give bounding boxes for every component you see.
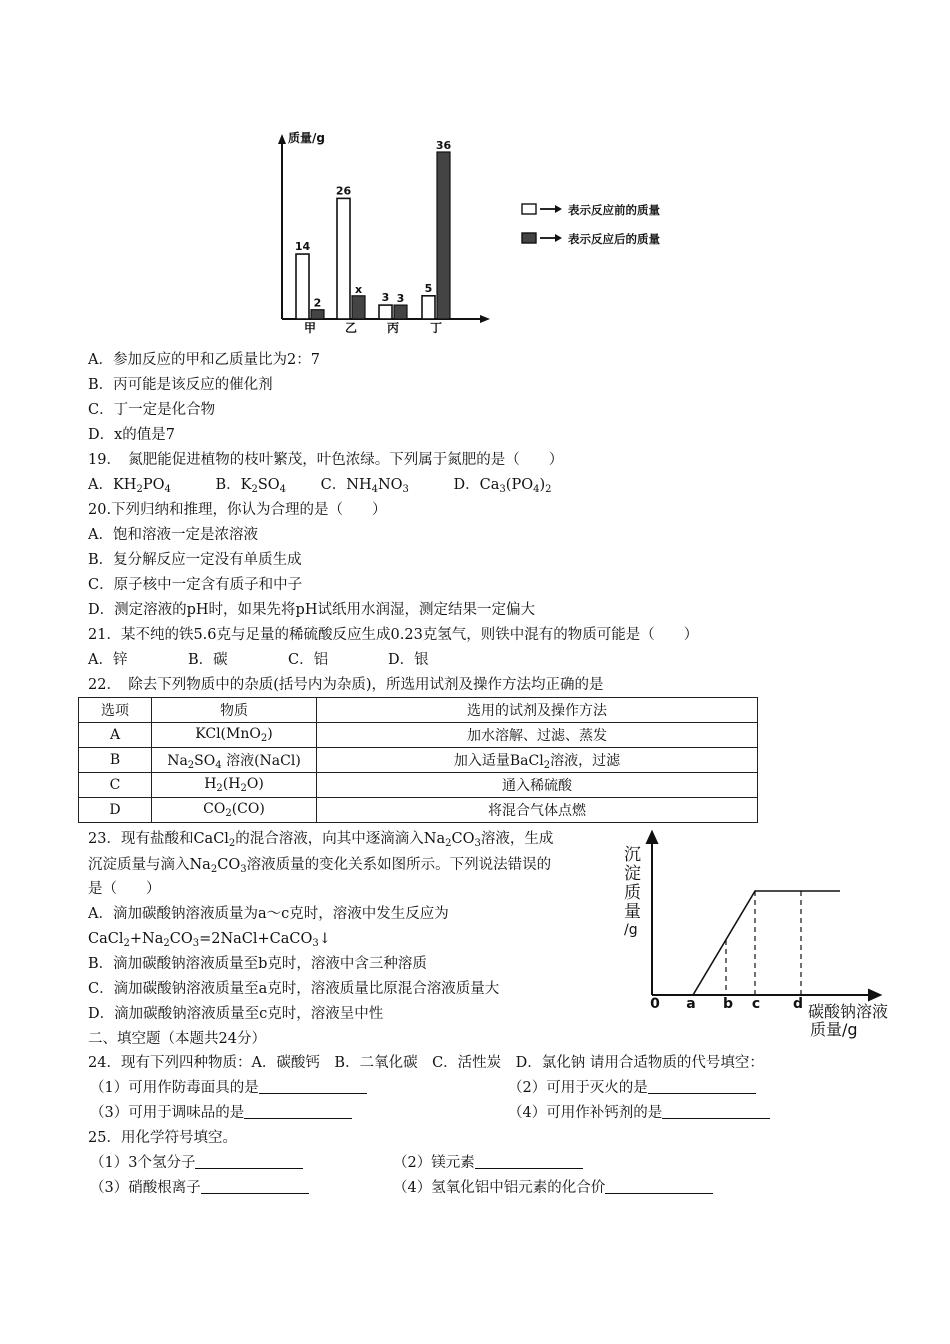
answer-blank[interactable] [244,1104,352,1119]
q20-option-b: B．复分解反应一定没有单质生成 [88,552,302,568]
q18-option-a: A．参加反应的甲和乙质量比为2：7 [88,352,320,368]
q24-item-1: （1）可用作防毒面具的是 [90,1078,367,1098]
q18-option-b: B．丙可能是该反应的催化剂 [88,377,273,393]
graph-tick-label: a [686,996,696,1012]
q19-option-d: D．$Ca_3(PO_4)_2$ [453,477,552,495]
bar-label: 14 [294,240,311,254]
legend-label: 表示反应后的质量 [568,232,660,246]
graph-ylabel-char: 量 [624,902,641,922]
bar-before [296,254,309,319]
q19-stem: 19． 氮肥能促进植物的枝叶繁茂，叶色浓绿。下列属于氮肥的是（ ） [88,452,564,468]
category-label: 丙 [386,321,400,335]
table-cell: A [79,723,152,748]
legend-arrow-head [555,234,562,242]
q22-stem: 22． 除去下列物质中的杂质(括号内为杂质)，所选用试剂及操作方法均正确的是 [88,677,604,693]
bar-after [311,310,324,319]
graph-ylabel-char: 质 [624,883,641,903]
bar-before [422,296,435,319]
q21-stem: 21．某不纯的铁5.6克与足量的稀硫酸反应生成0.23克氢气，则铁中混有的物质可能是（ ） [88,627,699,643]
q19-option-c: C．$NH_4NO_3$ [320,477,409,495]
graph-ylabel-char: 沉 [624,845,641,865]
q20-option-a: A．饱和溶液一定是浓溶液 [88,527,258,543]
legend-swatch [522,204,536,214]
y-axis-arrow [278,134,286,144]
graph-tick-label: c [751,996,761,1012]
q24-item-4: （4）可用作补钙剂的是 [508,1103,770,1123]
section-title: 二、填空题（本题共24分） [88,1031,266,1047]
category-label: 乙 [344,321,358,335]
answer-blank[interactable] [259,1079,367,1094]
table-cell: $Na_2SO_4$ 溶液(NaCl) [152,748,317,773]
graph-xlabel-line2: 质量/g [810,1020,858,1039]
q23-stem-line1: 23．现有盐酸和CaCl$_2$的混合溶液，向其中逐滴滴入$Na_2CO_3$溶液，生成 [88,831,554,849]
bar-before [379,305,392,319]
legend-swatch [522,233,536,243]
mass-bar-chart [260,122,700,337]
table-header-row [79,698,758,723]
q21-option-d: D．银 [388,652,429,668]
legend-arrow-head [555,205,562,213]
q20-option-c: C．原子核中一定含有质子和中子 [88,577,303,593]
graph-tick-label: b [722,996,734,1012]
category-label: 甲 [303,321,317,335]
table-row [79,773,758,798]
answer-blank[interactable] [605,1179,713,1194]
q19-option-a: A．$KH_2PO_4$ [88,477,171,495]
bar-label: x [354,282,363,296]
table-cell: D [79,798,152,823]
q19-option-b: B．$K_2SO_4$ [215,477,287,495]
answer-blank[interactable] [662,1104,770,1119]
bar-label: 26 [335,184,352,198]
table-cell: KCl(MnO$_2$) [152,723,317,748]
bar-label: 3 [396,292,405,306]
graph-ylabel-unit: /g [624,922,638,938]
table-cell: B [79,748,152,773]
q21-option-a: A．锌 [88,652,128,668]
q24-stem: 24．现有下列四种物质：A．碳酸钙 B．二氧化碳 C．活性炭 D．氯化钠 请用合适物质的代号填空： [88,1055,764,1071]
precipitate-graph [618,830,908,1040]
q22-table [78,697,758,823]
table-header: 选项 [79,698,152,723]
q24-item-2: （2）可用于灭火的是 [508,1078,756,1098]
legend-label: 表示反应前的质量 [568,203,660,217]
table-row [79,723,758,748]
q21-options [88,650,429,670]
q21-option-c: C．铝 [288,652,329,668]
category-label: 丁 [429,321,443,335]
bar-before [337,198,350,319]
q25-stem: 25．用化学符号填空。 [88,1130,237,1146]
q23-stem-line3: 是（ ） [88,881,161,897]
table-cell: C [79,773,152,798]
y-axis-label: 质量/g [288,131,325,145]
q18-option-d: D．x的值是7 [88,427,176,443]
q23-option-d: D．滴加碳酸钠溶液质量至c克时，溶液呈中性 [88,1006,384,1022]
bar-after [352,296,365,319]
table-cell: $CO_2(CO)$ [152,798,317,823]
table-header: 物质 [152,698,317,723]
q23-option-c: C．滴加碳酸钠溶液质量至a克时，溶液质量比原混合溶液质量大 [88,981,500,997]
q24-item-3: （3）可用于调味品的是 [90,1103,352,1123]
table-cell: 加水溶解、过滤、蒸发 [317,723,758,748]
q25-item-2: （2）镁元素 [393,1153,583,1173]
q25-item-1: （1）3个氢分子 [90,1153,303,1173]
graph-xlabel-line1: 碳酸钠溶液 [808,1002,889,1021]
q23-stem-line2: 沉淀质量与滴入$Na_2CO_3$溶液质量的变化关系如图所示。下列说法错误的 [88,857,552,875]
x-axis-arrow [480,315,490,323]
q23-equation: $CaCl_2+Na_2CO_3=2NaCl+CaCO_3↓$ [88,931,331,949]
q25-item-3: （3）硝酸根离子 [90,1178,309,1198]
graph-ylabel-char: 淀 [624,864,641,884]
table-cell: $H_2(H_2O)$ [152,773,317,798]
q23-option-b: B．滴加碳酸钠溶液质量至b克时，溶液中含三种溶质 [88,956,427,972]
graph-tick-label: d [792,996,804,1012]
q21-option-b: B．碳 [188,652,228,668]
bar-after [394,305,407,319]
table-cell: 通入稀硫酸 [317,773,758,798]
table-cell: 将混合气体点燃 [317,798,758,823]
bar-after [437,152,450,319]
q18-option-c: C．丁一定是化合物 [88,402,216,418]
answer-blank[interactable] [195,1154,303,1169]
table-header: 选用的试剂及操作方法 [317,698,758,723]
q19-options [88,475,552,500]
q20-stem: 20.下列归纳和推理，你认为合理的是（ ） [88,502,387,518]
q23-option-a: A．滴加碳酸钠溶液质量为a～c克时，溶液中发生反应为 [88,906,449,922]
bar-label: 3 [381,291,390,305]
q25-item-4: （4）氢氧化铝中铝元素的化合价 [393,1178,713,1198]
bar-label: 36 [435,139,452,152]
table-row [79,798,758,823]
table-cell: 加入适量BaCl$_2$溶液，过滤 [317,748,758,773]
graph-tick-label: 0 [650,996,660,1012]
table-row [79,748,758,773]
answer-blank[interactable] [201,1179,309,1194]
answer-blank[interactable] [475,1154,583,1169]
bar-label: 2 [313,296,322,310]
bar-label: 5 [424,281,433,295]
q20-option-d: D．测定溶液的pH时，如果先将pH试纸用水润湿，测定结果一定偏大 [88,602,535,618]
answer-blank[interactable] [648,1079,756,1094]
